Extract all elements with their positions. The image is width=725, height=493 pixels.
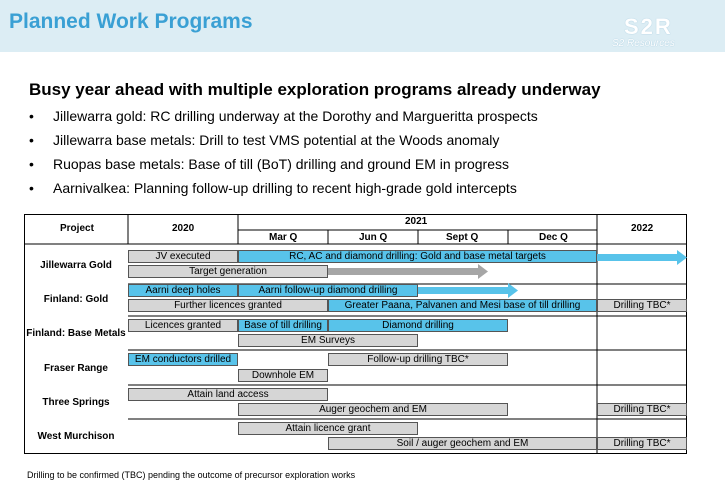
- project-label: Finland: Gold: [43, 294, 109, 305]
- gantt-bar-target-generation: Target generation: [128, 265, 328, 278]
- bullet-icon: •: [29, 156, 34, 172]
- project-label: West Murchison: [37, 431, 115, 442]
- quarter-header: Dec Q: [539, 232, 568, 243]
- bullet-item: • Ruopas base metals: Base of till (BoT) drilling and ground EM in progress: [29, 156, 509, 172]
- gantt-bar-greater-paana: Greater Paana, Palvanen and Mesi base of till drilling: [328, 299, 597, 312]
- column-header-2022: 2022: [631, 223, 654, 234]
- header-bar: [0, 0, 725, 52]
- logo-text: S2 Resources: [612, 38, 675, 49]
- gantt-bar-drilling-tbc: Drilling TBC*: [597, 437, 687, 450]
- gantt-bar-attain-land: Attain land access: [128, 388, 328, 401]
- bullet-item: • Aarnivalkea: Planning follow-up drilling to recent high-grade gold intercepts: [29, 180, 517, 196]
- company-logo: [612, 14, 716, 50]
- bullet-icon: •: [29, 108, 34, 124]
- column-header-project: Project: [60, 223, 94, 234]
- gantt-bar-soil-auger: Soil / auger geochem and EM: [328, 437, 597, 450]
- slide-subtitle: Busy year ahead with multiple exploration programs already underway: [29, 80, 601, 99]
- gantt-bar-downhole-em: Downhole EM: [238, 369, 328, 382]
- project-label: Jillewarra Gold: [40, 260, 112, 271]
- gantt-bar-rc-ac-diamond: RC, AC and diamond drilling: Gold and base metal targets: [238, 250, 597, 263]
- quarter-header: Mar Q: [269, 232, 298, 243]
- gantt-bar-em-surveys: EM Surveys: [238, 334, 418, 347]
- gantt-bar-auger-geochem: Auger geochem and EM: [238, 403, 508, 416]
- gantt-bar-followup-tbc: Follow-up drilling TBC*: [328, 353, 508, 366]
- logo-mark: S2R: [624, 14, 673, 39]
- gantt-bar-jv-executed: JV executed: [128, 250, 238, 263]
- gantt-bar-licences-granted: Licences granted: [128, 319, 238, 332]
- gantt-bar-attain-licence: Attain licence grant: [238, 422, 418, 435]
- column-header-2021: 2021: [405, 216, 428, 227]
- gantt-bar-base-of-till: Base of till drilling: [238, 319, 328, 332]
- quarter-header: Sept Q: [446, 232, 479, 243]
- project-label: Three Springs: [42, 397, 110, 408]
- gantt-bar-aarni-deep-holes: Aarni deep holes: [128, 284, 238, 297]
- project-label: Fraser Range: [44, 363, 108, 374]
- bullet-icon: •: [29, 132, 34, 148]
- gantt-bar-diamond-drilling: Diamond drilling: [328, 319, 508, 332]
- footnote: Drilling to be confirmed (TBC) pending the outcome of precursor exploration works: [27, 470, 356, 480]
- bullet-icon: •: [29, 180, 34, 196]
- quarter-header: Jun Q: [359, 232, 388, 243]
- project-label: Finland: Base Metals: [26, 328, 126, 339]
- gantt-bar-aarni-followup: Aarni follow-up diamond drilling: [238, 284, 418, 297]
- bullet-item: • Jillewarra gold: RC drilling underway at the Dorothy and Margueritta prospects: [29, 108, 538, 124]
- bullet-list: [29, 108, 538, 204]
- gantt-bar-further-licences: Further licences granted: [128, 299, 328, 312]
- gantt-bar-em-conductors: EM conductors drilled: [128, 353, 238, 366]
- bullet-item: • Jillewarra base metals: Drill to test VMS potential at the Woods anomaly: [29, 132, 500, 148]
- page-title: Planned Work Programs: [9, 10, 253, 33]
- gantt-bar-drilling-tbc: Drilling TBC*: [597, 299, 687, 312]
- gantt-bar-drilling-tbc: Drilling TBC*: [597, 403, 687, 416]
- column-header-2020: 2020: [172, 223, 195, 234]
- work-program-table: [24, 214, 687, 454]
